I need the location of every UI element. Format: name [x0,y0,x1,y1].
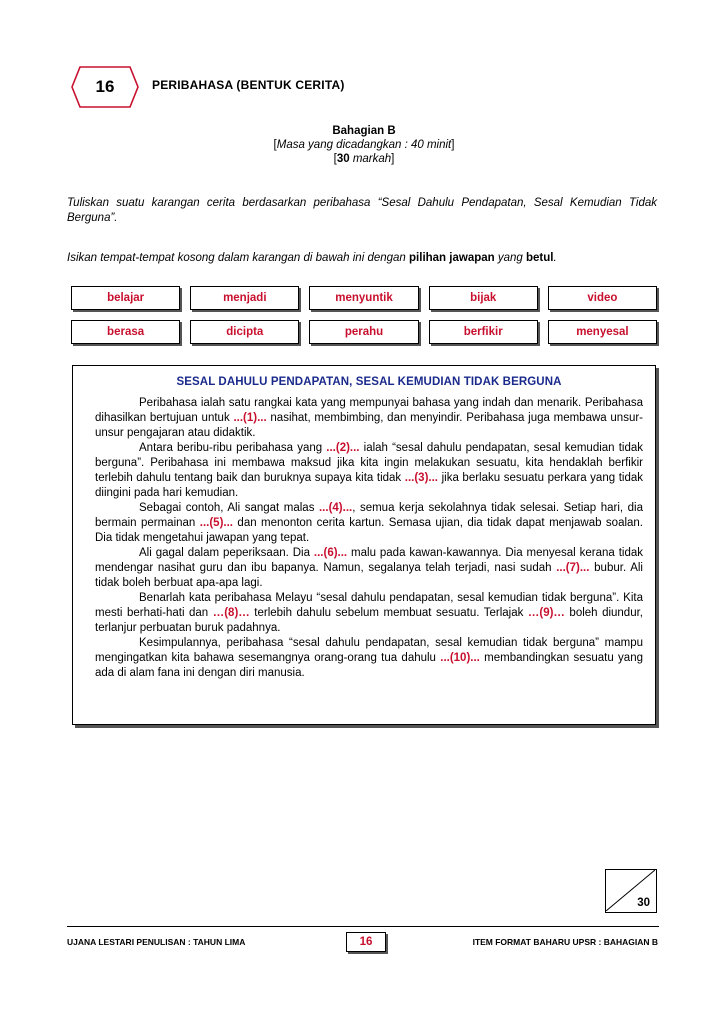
passage-title: SESAL DAHULU PENDAPATAN, SESAL KEMUDIAN TIDAK BERGUNA [176,376,562,388]
blank-7: ...(7)... [556,562,590,574]
topic-number: 16 [95,77,115,96]
number-badge [70,64,140,110]
footer-divider [67,926,659,927]
blank-4: ...(4)... [318,502,353,514]
paragraph: Sebagai contoh, Ali sangat malas ...(4)..., semua kerja sekolahnya tidak selesai. Setiap hari, dia bermain permainan ...(5)... dan menonton cerita kartun. Semasa ujian, dia tidak dapat menjawab soalan. Dia tidak mengetahui jawapan yang tepat. [95,502,644,544]
section-marks: [30 markah] [333,153,395,165]
word-option: bijak [429,286,538,310]
word-bank-row-1 [71,286,657,310]
paragraph: Kesimpulannya, peribahasa “sesal dahulu pendapatan, sesal kemudian tidak berguna” mampu mengingatkan kita bahawa sesemangnya orang-orang tua dahulu ...(10)... membandingkan sesuatu yang ada di alam fana ini dengan diri manusia. [95,637,643,679]
passage-box [72,365,656,725]
word-option: berfikir [429,320,538,344]
blank-5: ...(5)... [199,517,233,529]
paragraph: Antara beribu-ribu peribahasa yang ...(2)... ialah “sesal dahulu pendapatan, sesal kemudian tidak berguna”. Peribahasa ini membawa maksud jika kita ingin melakukan sesuatu, kita hendaklah berfikir terlebih dahulu tentang baik dan buruknya supaya kita tidak ...(3)... jika berlaku sesuatu perkara yang tidak diingini pada hari kemudian. [95,442,643,499]
blank-8: …(8)… [212,607,250,619]
paragraph: Peribahasa ialah satu rangkai kata yang mempunyai bahasa yang indah dan menarik. Peribahasa dihasilkan bertujuan untuk ...(1)... nasihat, membimbing, dan menyindir. Peribahasa juga membawa unsur-unsur pengajaran atau didaktik. [95,397,643,439]
paragraph: Ali gagal dalam peperiksaan. Dia ...(6)... malu pada kawan-kawannya. Dia menyesal kerana tidak mendengar nasihat guru dan ibu bapanya. Namun, segalanya telah terjadi, nasi sudah ...(7)... bubur. Ali tidak boleh berbuat apa-apa lagi. [95,547,643,589]
blank-9: …(9)… [527,607,565,619]
blank-3: ...(3)... [404,472,438,484]
paragraph: Benarlah kata peribahasa Melayu “sesal dahulu pendapatan, sesal kemudian tidak berguna”. Kita mesti berhati-hati dan …(8)… terlebih dahulu sebelum membuat sesuatu. Terlajak …(9)… boleh diundur, terlanjur perbuatan buruk padahnya. [95,592,643,634]
word-option: menyesal [548,320,657,344]
footer-book-title: UJANA LESTARI PENULISAN : TAHUN LIMA [67,937,246,947]
word-option: berasa [71,320,180,344]
instruction-essay: Tuliskan suatu karangan cerita berdasarkan peribahasa “Sesal Dahulu Pendapatan, Sesal Kemudian Tidak Berguna”. [67,197,657,224]
word-bank-row-2 [71,320,657,344]
word-option: video [548,286,657,310]
word-option: menjadi [190,286,299,310]
section-time: [Masa yang dicadangkan : 40 minit] [273,139,455,151]
word-option: perahu [309,320,418,344]
word-option: menyuntik [309,286,418,310]
page-number: 16 [346,932,386,952]
page-header [70,64,670,114]
blank-1: ...(1)... [233,412,267,424]
total-marks: 30 [637,897,650,909]
word-option: belajar [71,286,180,310]
blank-6: ...(6)... [313,547,348,559]
section-info [0,124,728,166]
blank-10: ...(10)... [440,652,480,664]
word-option: dicipta [190,320,299,344]
instruction-fill-blanks: Isikan tempat-tempat kosong dalam karangan di bawah ini dengan pilihan jawapan yang betul. [67,252,557,264]
blank-2: ...(2)... [326,442,360,454]
footer-section-label: ITEM FORMAT BAHARU UPSR : BAHAGIAN B [472,937,658,947]
topic-title: PERIBAHASA (BENTUK CERITA) [152,78,345,92]
score-box [605,869,657,913]
section-title: Bahagian B [332,125,396,137]
